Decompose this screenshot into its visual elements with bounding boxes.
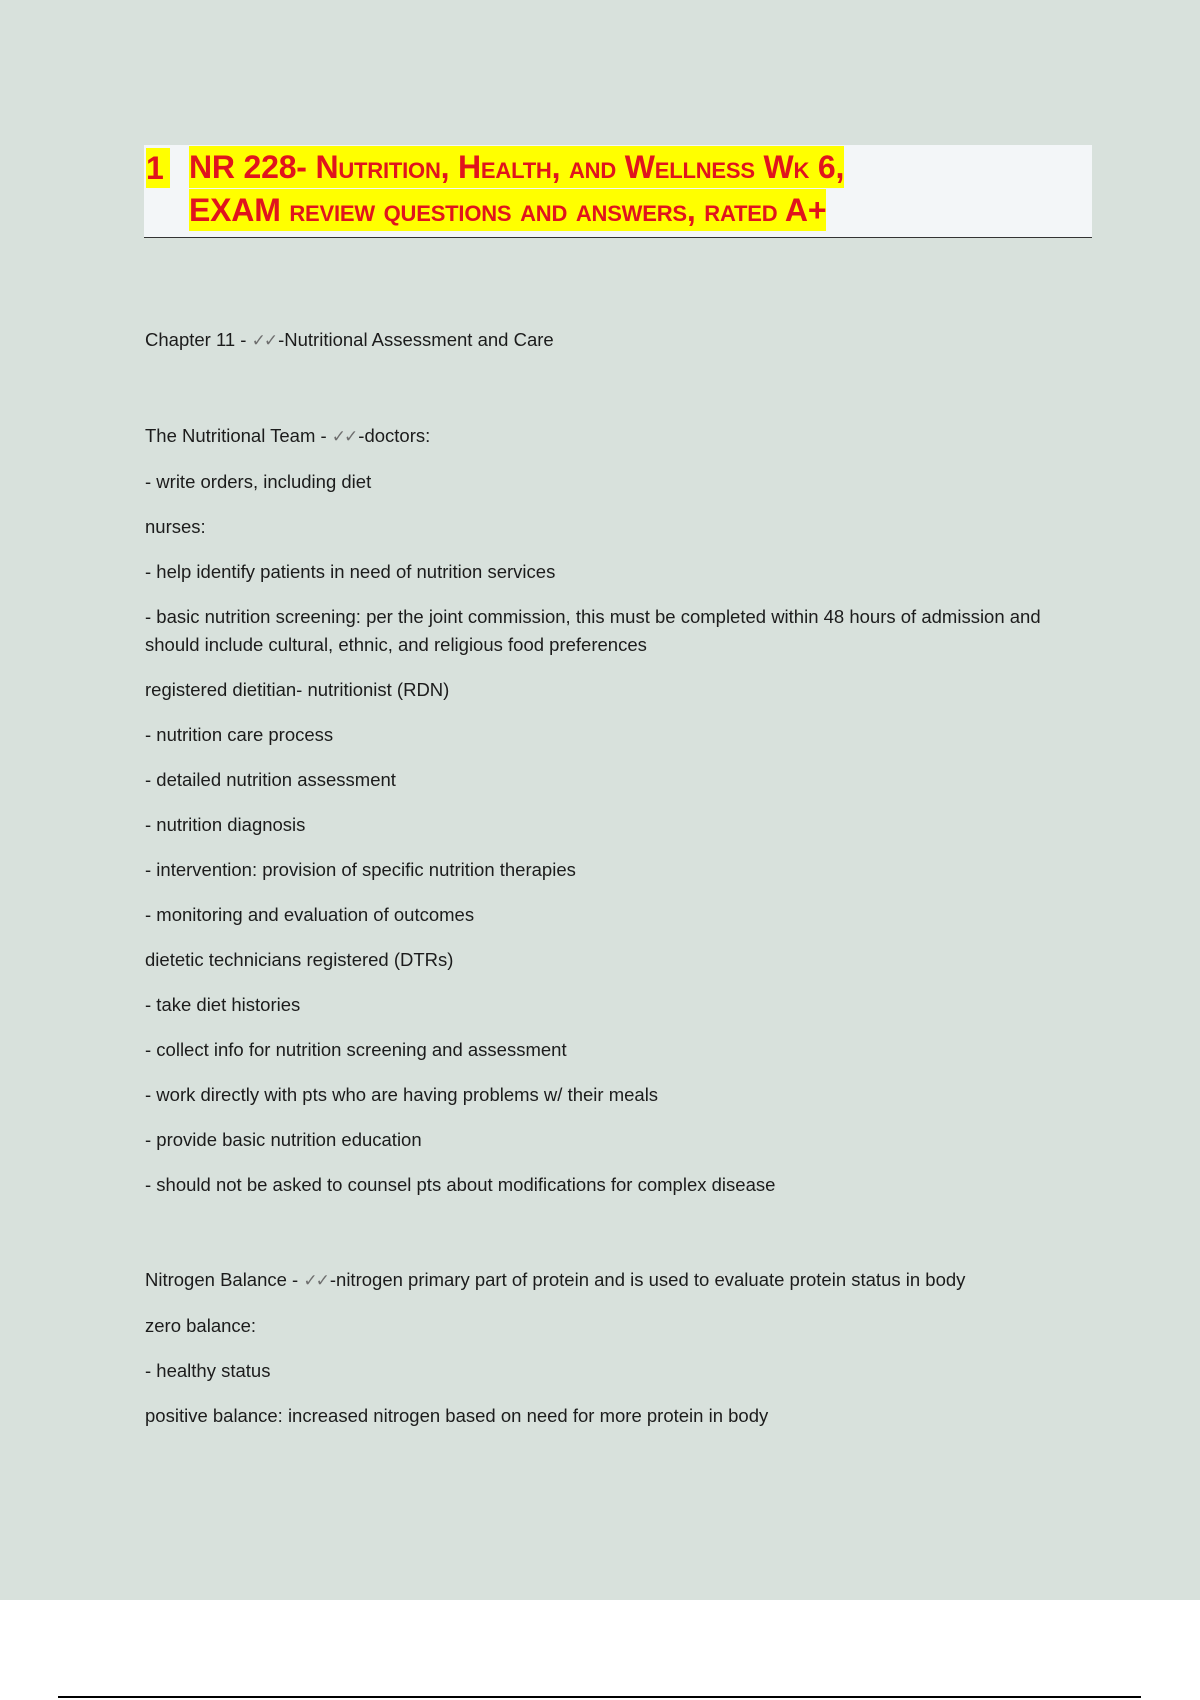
spacer xyxy=(145,1216,1080,1266)
term-nitrogen-balance: Nitrogen Balance - ✓✓ -nitrogen primary part of protein and is used to evaluate protein status in body xyxy=(145,1269,966,1291)
list-item: - intervention: provision of specific nutrition therapies xyxy=(145,859,576,880)
list-item: - take diet histories xyxy=(145,994,301,1015)
heading-number: 1 xyxy=(146,148,170,188)
list-item: - work directly with pts who are having problems w/ their meals xyxy=(145,1084,659,1105)
list-item: - healthy status xyxy=(145,1360,271,1381)
list-item: - collect info for nutrition screening and assessment xyxy=(145,1039,567,1060)
document-body xyxy=(145,326,1080,1447)
list-item: - should not be asked to counsel pts about modifications for complex disease xyxy=(145,1174,776,1195)
list-item: - monitoring and evaluation of outcomes xyxy=(145,904,475,925)
list-item: registered dietitian- nutritionist (RDN) xyxy=(145,679,450,700)
heading-line-2: EXAM review questions and answers, rated A+ xyxy=(189,189,826,231)
list-item: - detailed nutrition assessment xyxy=(145,769,396,790)
list-item: zero balance: xyxy=(145,1315,257,1336)
list-item: dietetic technicians registered (DTRs) xyxy=(145,949,454,970)
heading-line-1: NR 228- Nutrition, Health, and Wellness Wk 6, xyxy=(189,146,844,188)
list-item: - write orders, including diet xyxy=(145,471,372,492)
double-check-icon: ✓✓ xyxy=(303,1271,328,1291)
list-item: - basic nutrition screening: per the joint commission, this must be completed within 48 hours of admission and should include cultural, ethnic, and religious food preferences xyxy=(145,606,1041,655)
list-item: positive balance: increased nitrogen based on need for more protein in body xyxy=(145,1405,769,1426)
list-item: - nutrition care process xyxy=(145,724,334,745)
list-item: - nutrition diagnosis xyxy=(145,814,306,835)
list-item: - provide basic nutrition education xyxy=(145,1129,422,1150)
footer-divider xyxy=(58,1696,1141,1698)
double-check-icon: ✓✓ xyxy=(331,427,357,447)
list-item: - help identify patients in need of nutrition services xyxy=(145,561,556,582)
list-item: nurses: xyxy=(145,516,206,537)
document-heading xyxy=(144,145,1092,238)
spacer xyxy=(145,372,1080,422)
chapter-title: Chapter 11 - ✓✓ -Nutritional Assessment and Care xyxy=(145,329,554,351)
term-nutritional-team: The Nutritional Team - ✓✓ -doctors: xyxy=(145,425,431,447)
double-check-icon: ✓✓ xyxy=(251,331,277,351)
